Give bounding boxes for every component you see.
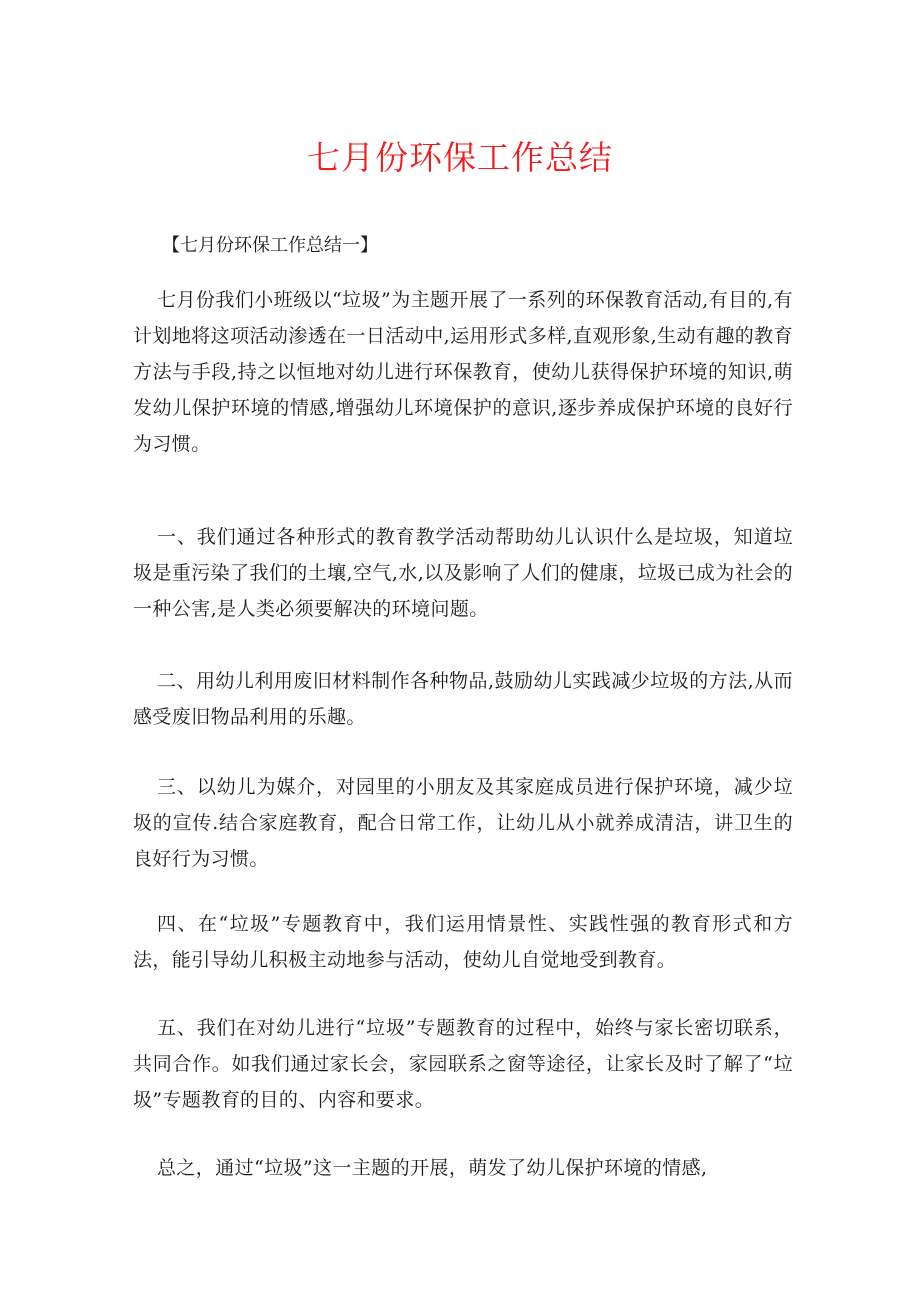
- paragraph-item-4: 四、在“垃圾”专题教育中，我们运用情景性、实践性强的教育形式和方法，能引导幼儿积极主动地参与活动，使幼儿自觉地受到教育。: [133, 913, 793, 971]
- document-title: 七月份环保工作总结: [307, 138, 613, 177]
- paragraph-item-2: 二、用幼儿利用废旧材料制作各种物品,鼓励幼儿实践减少垃圾的方法,从而感受废旧物品利用的乐趣。: [133, 670, 793, 728]
- paragraph-intro: 七月份我们小班级以“垃圾”为主题开展了一系列的环保教育活动,有目的,有计划地将这项活动渗透在一日活动中,运用形式多样,直观形象,生动有趣的教育方法与手段,持之以恒地对幼儿进行环保教育，使幼儿获得保护环境的知识,萌发幼儿保护环境的情感,增强幼儿环境保护的意识,逐步养成保护环境的良好行为习惯。: [133, 289, 793, 455]
- paragraph-item-3: 三、以幼儿为媒介，对园里的小朋友及其家庭成员进行保护环境，减少垃圾的宣传.结合家庭教育，配合日常工作，让幼儿从小就养成清洁，讲卫生的良好行为习惯。: [133, 776, 793, 870]
- paragraph-item-1: 一、我们通过各种形式的教育教学活动帮助幼儿认识什么是垃圾，知道垃圾是重污染了我们的土壤,空气,水,以及影响了人们的健康，垃圾已成为社会的一种公害,是人类必须要解决的环境问题。: [133, 526, 793, 620]
- section-subheading: 【七月份环保工作总结一】: [162, 235, 378, 256]
- paragraph-item-5: 五、我们在对幼儿进行“垃圾”专题教育的过程中，始终与家长密切联系，共同合作。如我们通过家长会，家园联系之窗等途径，让家长及时了解了“垃圾”专题教育的目的、内容和要求。: [133, 1017, 793, 1111]
- paragraph-conclusion: 总之，通过“垃圾”这一主题的开展，萌发了幼儿保护环境的情感,: [157, 1157, 708, 1179]
